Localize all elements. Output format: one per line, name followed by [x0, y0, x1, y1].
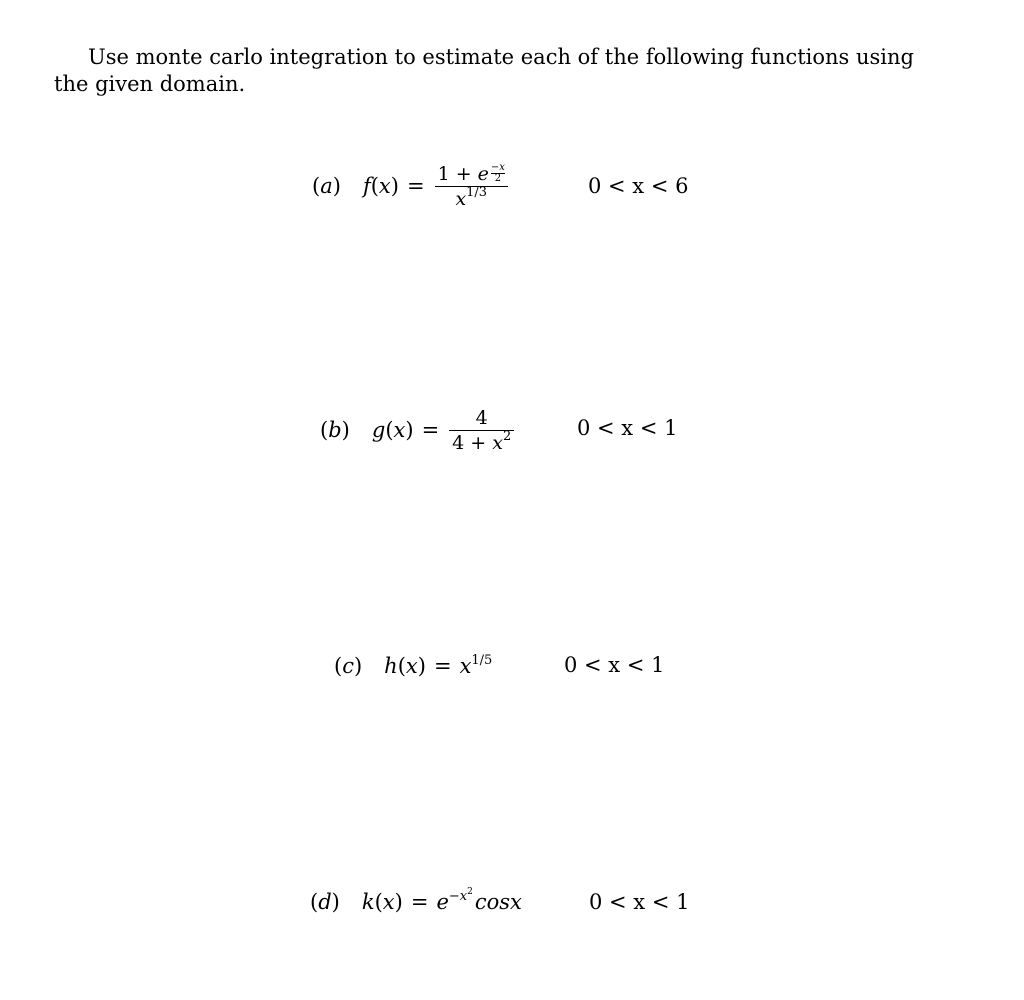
function-expression: $x^{1/5}$ [459, 653, 493, 678]
fraction [449, 406, 514, 455]
problem-label: (b) [320, 418, 350, 442]
domain-a: 0 < x < 6 [588, 174, 689, 198]
domain-d: 0 < x < 1 [589, 890, 690, 914]
fraction [435, 162, 508, 211]
exponent-fraction: $\frac{-x}{2}$ [490, 161, 505, 184]
numerator: 4 [475, 406, 488, 429]
domain-b: 0 < x < 1 [577, 416, 678, 440]
domain-c: 0 < x < 1 [564, 653, 665, 677]
denominator: $x^{1/3}$ [455, 184, 488, 210]
problem-a: (a) f(x) = 1 + e $\frac{-x}{2}$ $x^{1/3}$ [312, 156, 510, 216]
function-definition: f(x) [362, 174, 399, 198]
problem-label: (d) [310, 890, 340, 914]
problem-b: (b) g(x) = $\frac{4}{4 + x^2}$ [320, 400, 516, 460]
problem-d: (d) k(x) = $e^{-x^2}\cos x$ [310, 887, 522, 914]
function-definition: h(x) [384, 654, 426, 678]
function-definition: k(x) [361, 890, 403, 914]
problem-c: (c) h(x) = $x^{1/5}$ [334, 653, 493, 678]
problem-label: (a) [312, 174, 341, 198]
numerator: 1 + e $\frac{-x}{2}$ [437, 161, 505, 185]
denominator: $4 + x^2$ [452, 428, 512, 454]
function-expression: $e^{-x^2}\cos x$ [436, 887, 522, 914]
function-definition: g(x) [371, 418, 414, 442]
instructions-text: Use monte carlo integration to estimate each of the following functions using the given domain. [54, 45, 914, 96]
problem-label: (c) [334, 654, 363, 678]
